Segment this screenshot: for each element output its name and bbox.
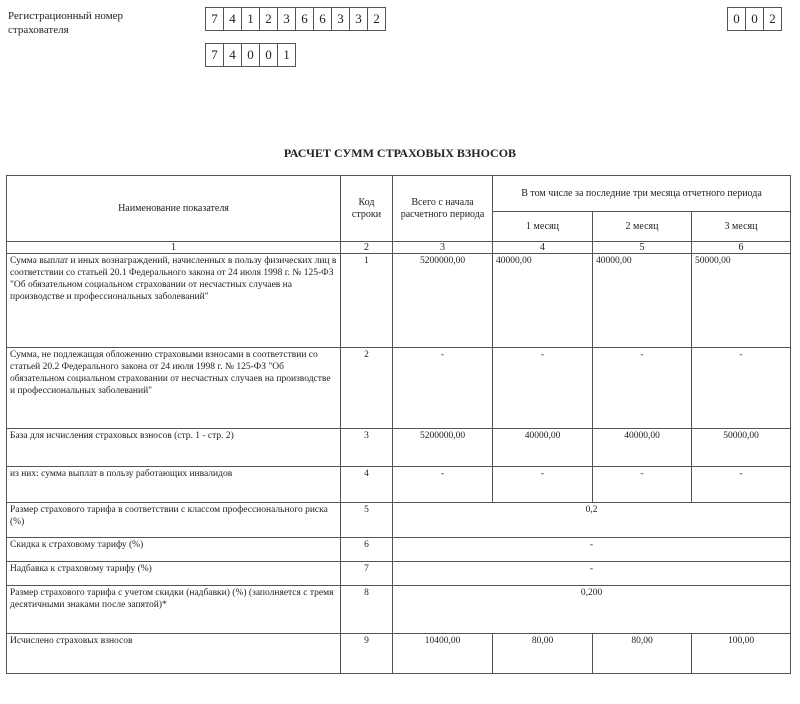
row-merged-value: 0,200 [393,586,791,634]
reg-digit: 7 [205,7,224,31]
reg-digit: 4 [223,7,242,31]
row-code: 9 [341,634,393,674]
row-merged-value: - [393,562,791,586]
table-row [7,503,791,538]
row-code: 1 [341,254,393,348]
row-code: 4 [341,467,393,503]
sub-digit: 7 [205,43,224,67]
table-row [7,254,791,348]
header-month-3: 3 месяц [692,212,791,242]
row-total: 5200000,00 [393,429,493,467]
sub-digit: 0 [241,43,260,67]
table-row [7,538,791,562]
row-month-3: 50000,00 [692,254,791,348]
table-row [7,348,791,429]
sub-digit: 4 [223,43,242,67]
page-number-cells [727,7,782,31]
row-code: 3 [341,429,393,467]
row-month-2: - [593,467,692,503]
table-row [7,429,791,467]
table-row [7,634,791,674]
row-month-2: 40000,00 [593,429,692,467]
column-number: 4 [493,242,593,254]
row-month-3: - [692,348,791,429]
row-month-3: 50000,00 [692,429,791,467]
column-number: 3 [393,242,493,254]
row-month-2: 80,00 [593,634,692,674]
reg-digit: 3 [277,7,296,31]
row-name: Размер страхового тарифа с учетом скидки (надбавки) (%) (заполняется с тремя десятичными знаками после запятой)* [7,586,341,634]
column-number: 1 [7,242,341,254]
row-name: Надбавка к страховому тарифу (%) [7,562,341,586]
row-total: 5200000,00 [393,254,493,348]
subdivision-code-cells [205,43,296,67]
row-total: - [393,348,493,429]
row-code: 8 [341,586,393,634]
page-title: РАСЧЕТ СУММ СТРАХОВЫХ ВЗНОСОВ [283,146,517,160]
table-row [7,562,791,586]
column-number: 2 [341,242,393,254]
row-code: 6 [341,538,393,562]
row-name: База для исчисления страховых взносов (стр. 1 - стр. 2) [7,429,341,467]
row-name: Исчислено страховых взносов [7,634,341,674]
reg-digit: 1 [241,7,260,31]
row-month-1: 80,00 [493,634,593,674]
header-name: Наименование показателя [7,176,341,242]
row-total: - [393,467,493,503]
row-month-1: - [493,348,593,429]
row-total: 10400,00 [393,634,493,674]
row-name: Сумма выплат и иных вознаграждений, начисленных в пользу физических лиц в соответствии со статьей 20.1 Федерального закона от 24 июля 1998 г. № 125-ФЗ "Об обязательном социальном страховании от несчастных случаев на производстве и профессиональных заболеваний" [7,254,341,348]
row-month-1: - [493,467,593,503]
row-merged-value: 0,2 [393,503,791,538]
contributions-table [6,175,791,674]
row-month-1: 40000,00 [493,254,593,348]
row-code: 5 [341,503,393,538]
row-name: Сумма, не подлежащая обложению страховыми взносами в соответствии со статьей 20.2 Федерального закона от 24 июля 1998 г. № 125-ФЗ "Об обязательном социальном страховании от несчастных случаев на производстве и профессиональных заболеваний" [7,348,341,429]
row-merged-value: - [393,538,791,562]
sub-digit: 0 [259,43,278,67]
header-month-1: 1 месяц [493,212,593,242]
reg-digit: 3 [349,7,368,31]
reg-digit: 2 [259,7,278,31]
row-month-2: - [593,348,692,429]
reg-digit: 6 [313,7,332,31]
reg-digit: 6 [295,7,314,31]
registration-number-label: Регистрационный номер страхователя [8,10,124,36]
header-code: Код строки [341,176,393,242]
page-digit: 2 [763,7,782,31]
reg-digit: 3 [331,7,350,31]
header-month-2: 2 месяц [593,212,692,242]
row-name: Размер страхового тарифа в соответствии с классом профессионального риска (%) [7,503,341,538]
row-name: из них: сумма выплат в пользу работающих инвалидов [7,467,341,503]
header-total: Всего с начала расчетного периода [393,176,493,242]
reg-digit: 2 [367,7,386,31]
table-row [7,467,791,503]
header-last-three-months: В том числе за последние три месяца отчетного периода [493,176,791,212]
row-month-3: 100,00 [692,634,791,674]
row-month-1: 40000,00 [493,429,593,467]
row-name: Скидка к страховому тарифу (%) [7,538,341,562]
row-code: 7 [341,562,393,586]
row-month-3: - [692,467,791,503]
page-digit: 0 [727,7,746,31]
column-number: 6 [692,242,791,254]
row-month-2: 40000,00 [593,254,692,348]
registration-number-cells [205,7,386,31]
column-number: 5 [593,242,692,254]
table-row [7,586,791,634]
page-digit: 0 [745,7,764,31]
row-code: 2 [341,348,393,429]
sub-digit: 1 [277,43,296,67]
